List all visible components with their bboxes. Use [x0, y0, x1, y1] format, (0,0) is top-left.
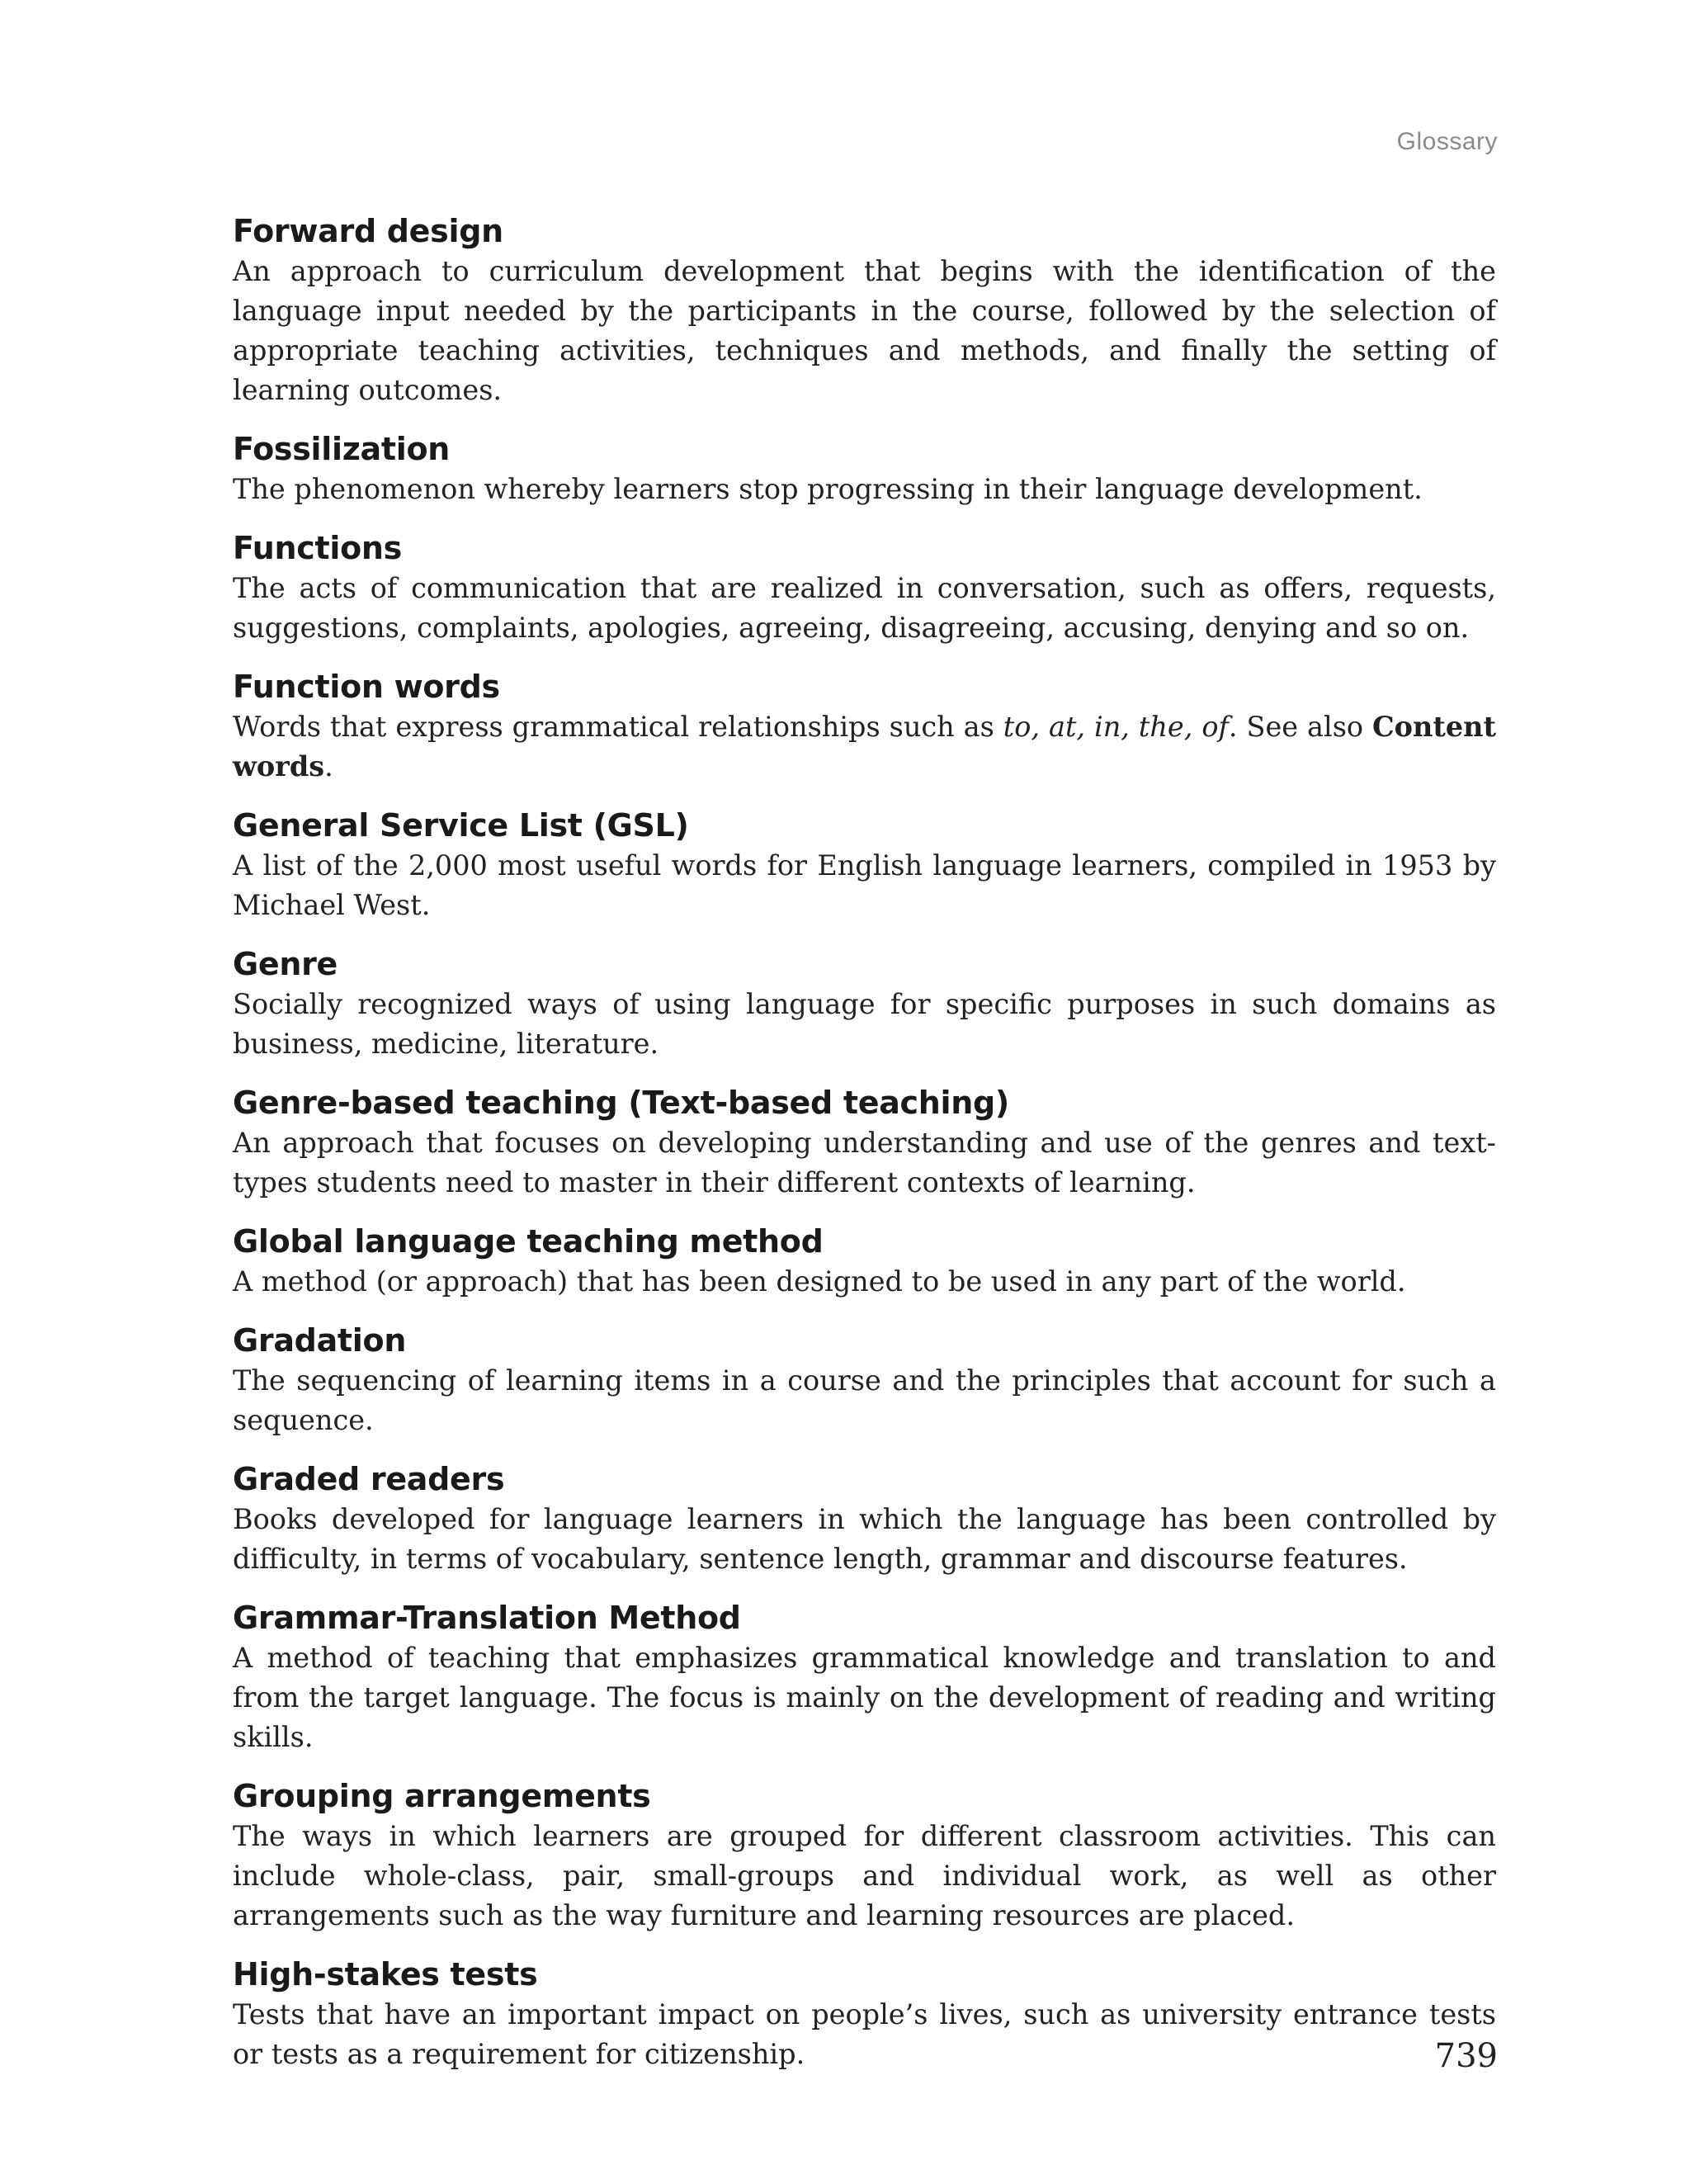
glossary-entry: [233, 1597, 1496, 1757]
glossary-definition: [233, 707, 1496, 787]
glossary-term: Graded readers: [233, 1461, 505, 1497]
page-number: 739: [1434, 2037, 1498, 2075]
glossary-entry: [233, 1082, 1496, 1203]
glossary-entry: [233, 1320, 1496, 1440]
glossary-entry: [233, 428, 1496, 509]
glossary-definition: The acts of communication that are realized in conversation, such as offers, requests, suggestions, complaints, apologies, agreeing, disagreeing, accusing, denying and so on.: [233, 572, 1496, 644]
glossary-term: Global language teaching method: [233, 1223, 824, 1260]
glossary-definition: A method of teaching that emphasizes grammatical knowledge and translation to and from the target language. The focus is mainly on the development of reading and writing skills.: [233, 1642, 1496, 1753]
glossary-entry: [233, 1775, 1496, 1936]
glossary-entry: [233, 805, 1496, 925]
glossary-term: Functions: [233, 530, 402, 566]
glossary-entry: [233, 943, 1496, 1064]
glossary-definition: A list of the 2,000 most useful words for English language learners, compiled in 1953 by Michael West.: [233, 849, 1496, 921]
glossary-entry: [233, 210, 1496, 410]
definition-text: . See also: [1228, 711, 1373, 743]
glossary-definition: An approach that focuses on developing understanding and use of the genres and text-types students need to master in their different contexts of learning.: [233, 1127, 1496, 1198]
glossary-entry: [233, 1954, 1496, 2074]
glossary-definition: Socially recognized ways of using language for specific purposes in such domains as business, medicine, literature.: [233, 988, 1496, 1060]
definition-text: .: [324, 750, 333, 782]
cross-reference: Content words: [233, 711, 1496, 782]
glossary-entry: [233, 666, 1496, 787]
glossary-term: Function words: [233, 669, 500, 705]
definition-examples: to, at, in, the, of: [1003, 711, 1229, 743]
glossary-definition: The ways in which learners are grouped for different classroom activities. This can include whole-class, pair, small-groups and individual work, as well as other arrangements such as the way furniture and learning resources are placed.: [233, 1820, 1496, 1931]
glossary-definition: The sequencing of learning items in a course and the principles that account for such a sequence.: [233, 1364, 1496, 1436]
glossary-term: Forward design: [233, 213, 503, 249]
glossary-term: Gradation: [233, 1322, 407, 1359]
glossary-term: Genre-based teaching (Text-based teaching): [233, 1085, 1009, 1121]
definition-text: Words that express grammatical relationships such as: [233, 711, 1003, 743]
glossary-term: Genre: [233, 946, 338, 982]
glossary-entry: [233, 1221, 1496, 1302]
running-head: Glossary: [1396, 128, 1498, 155]
glossary-entries: [233, 210, 1496, 2092]
glossary-definition: An approach to curriculum development that begins with the identification of the language input needed by the participants in the course, followed by the selection of appropriate teaching activities, techniques and methods, and finally the setting of learning outcomes.: [233, 255, 1496, 406]
glossary-definition: A method (or approach) that has been designed to be used in any part of the world.: [233, 1265, 1406, 1298]
glossary-definition: The phenomenon whereby learners stop progressing in their language development.: [233, 473, 1423, 505]
glossary-definition: Books developed for language learners in which the language has been controlled by difficulty, in terms of vocabulary, sentence length, grammar and discourse features.: [233, 1503, 1496, 1575]
glossary-definition: Tests that have an important impact on people’s lives, such as university entrance tests or tests as a requirement for citizenship.: [233, 1998, 1496, 2070]
glossary-term: High-stakes tests: [233, 1956, 538, 1993]
glossary-term: Grouping arrangements: [233, 1778, 651, 1814]
glossary-term: Grammar-Translation Method: [233, 1600, 741, 1636]
glossary-term: General Service List (GSL): [233, 807, 689, 844]
glossary-entry: [233, 527, 1496, 648]
glossary-term: Fossilization: [233, 431, 451, 467]
glossary-entry: [233, 1458, 1496, 1579]
